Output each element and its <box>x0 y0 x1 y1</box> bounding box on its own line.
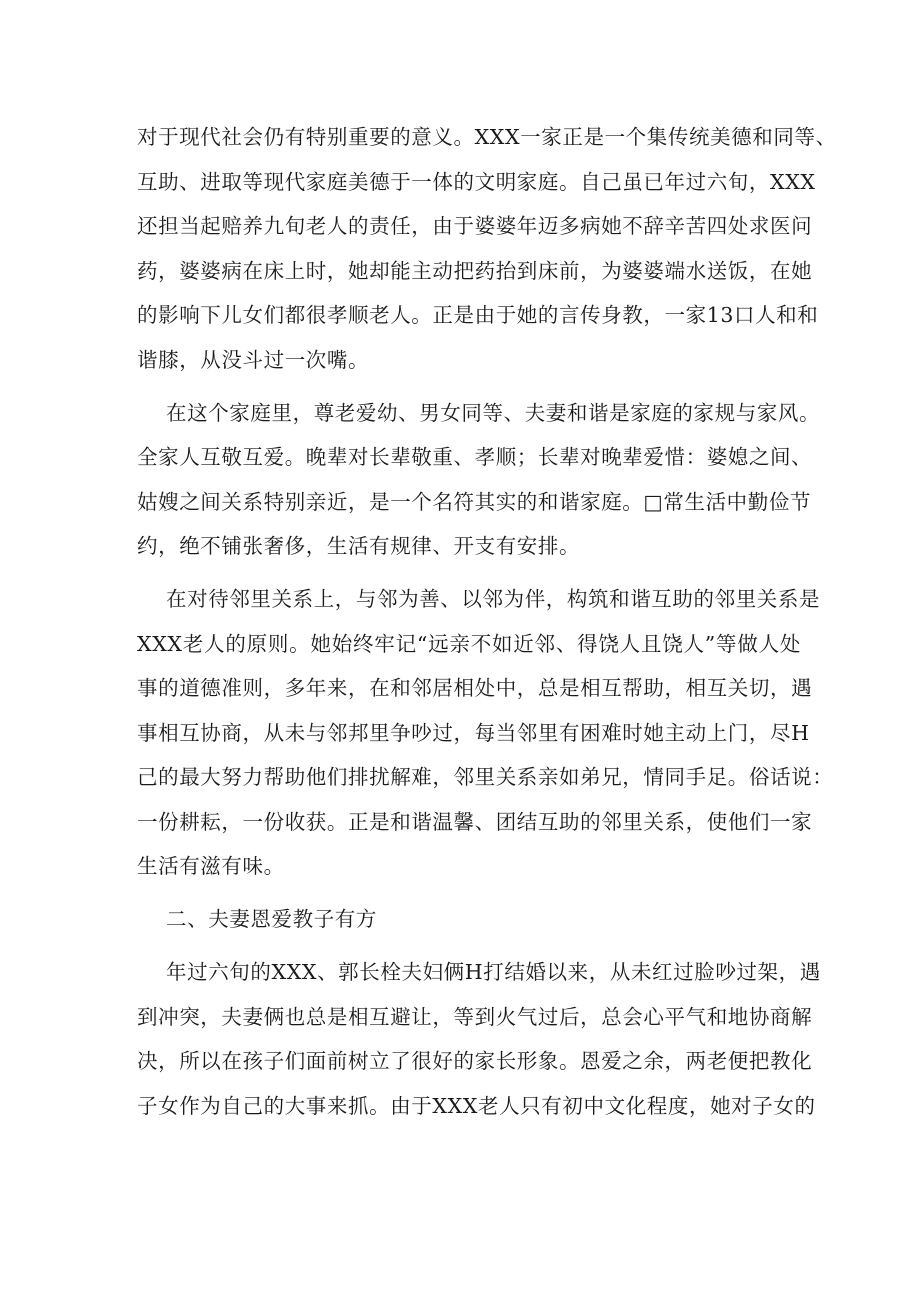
text-line: 在对待邻里关系上，与邻为善、以邻为伴，构筑和谐互助的邻里关系是 <box>166 587 821 611</box>
paragraph <box>137 391 821 569</box>
text-line: 到冲突，夫妻俩也总是相互避让，等到火气过后，总会心平气和地协商解 <box>137 1004 813 1029</box>
text-line: 己的最大努力帮助他们排扰解难，邻里关系亲如弟兄，情同手足。俗话说： <box>137 765 834 789</box>
text-line: 生活有滋有味。 <box>137 854 285 878</box>
text-line: 药，婆婆病在床上时，她却能主动把药抬到床前，为婆婆端水送饭，在她 <box>137 258 813 283</box>
paragraph <box>137 115 837 382</box>
text-line: 互助、进取等现代家庭美德于一体的文明家庭。自己虽已年过六旬，XXX <box>137 169 816 194</box>
paragraph <box>137 577 834 889</box>
heading-text: 二、夫妻恩爱教子有方 <box>166 907 377 931</box>
text-line: 全家人互敬互爱。晚辈对长辈敬重、孝顺；长辈对晚辈爱惜：婆媳之间、 <box>137 445 813 469</box>
text-line: 年过六旬的XXX、郭长栓夫妇俩H打结婚以来，从未红过脸吵过架，遇 <box>166 960 821 984</box>
document-body <box>137 115 837 1128</box>
text-line: 还担当起赔养九旬老人的责任，由于婆婆年迈多病她不辞辛苦四处求医问 <box>137 214 813 238</box>
text-line: 子女作为自己的大事来抓。由于XXX老人只有初中文化程度，她对子女的 <box>137 1093 816 1118</box>
text-line: 的影响下儿女们都很孝顺老人。正是由于她的言传身教，一家13口人和和 <box>137 303 819 327</box>
text-line: 姑嫂之间关系特别亲近，是一个名符其实的和谐家庭。□常生活中勤俭节 <box>137 489 812 514</box>
text-line: 事相互协商，从未与邻邦里争吵过，每当邻里有困难时她主动上门，尽H <box>137 720 810 745</box>
paragraph <box>137 950 821 1128</box>
text-line: 一份耕耘，一份收获。正是和谐温馨、团结互助的邻里关系，使他们一家 <box>137 809 813 834</box>
text-line: XXX老人的原则。她始终牢记“远亲不如近邻、得饶人且饶人”等做人处 <box>137 631 801 656</box>
text-line: 对于现代社会仍有特别重要的意义。XXX一家正是一个集传统美德和同等、 <box>137 125 837 149</box>
text-line: 在这个家庭里，尊老爱幼、男女同等、夫妻和谐是家庭的家规与家风。 <box>166 400 821 425</box>
text-line: 谐膝，从没斗过一次嘴。 <box>137 347 370 372</box>
text-line: 事的道德准则，多年来，在和邻居相处中，总是相互帮助，相互关切，遇 <box>137 676 813 700</box>
text-line: 决，所以在孩子们面前树立了很好的家长形象。恩爱之余，两老便把教化 <box>137 1049 813 1073</box>
section-heading <box>137 897 801 942</box>
text-line: 约，绝不铺张奢侈，生活有规律、开支有安排。 <box>137 534 581 558</box>
